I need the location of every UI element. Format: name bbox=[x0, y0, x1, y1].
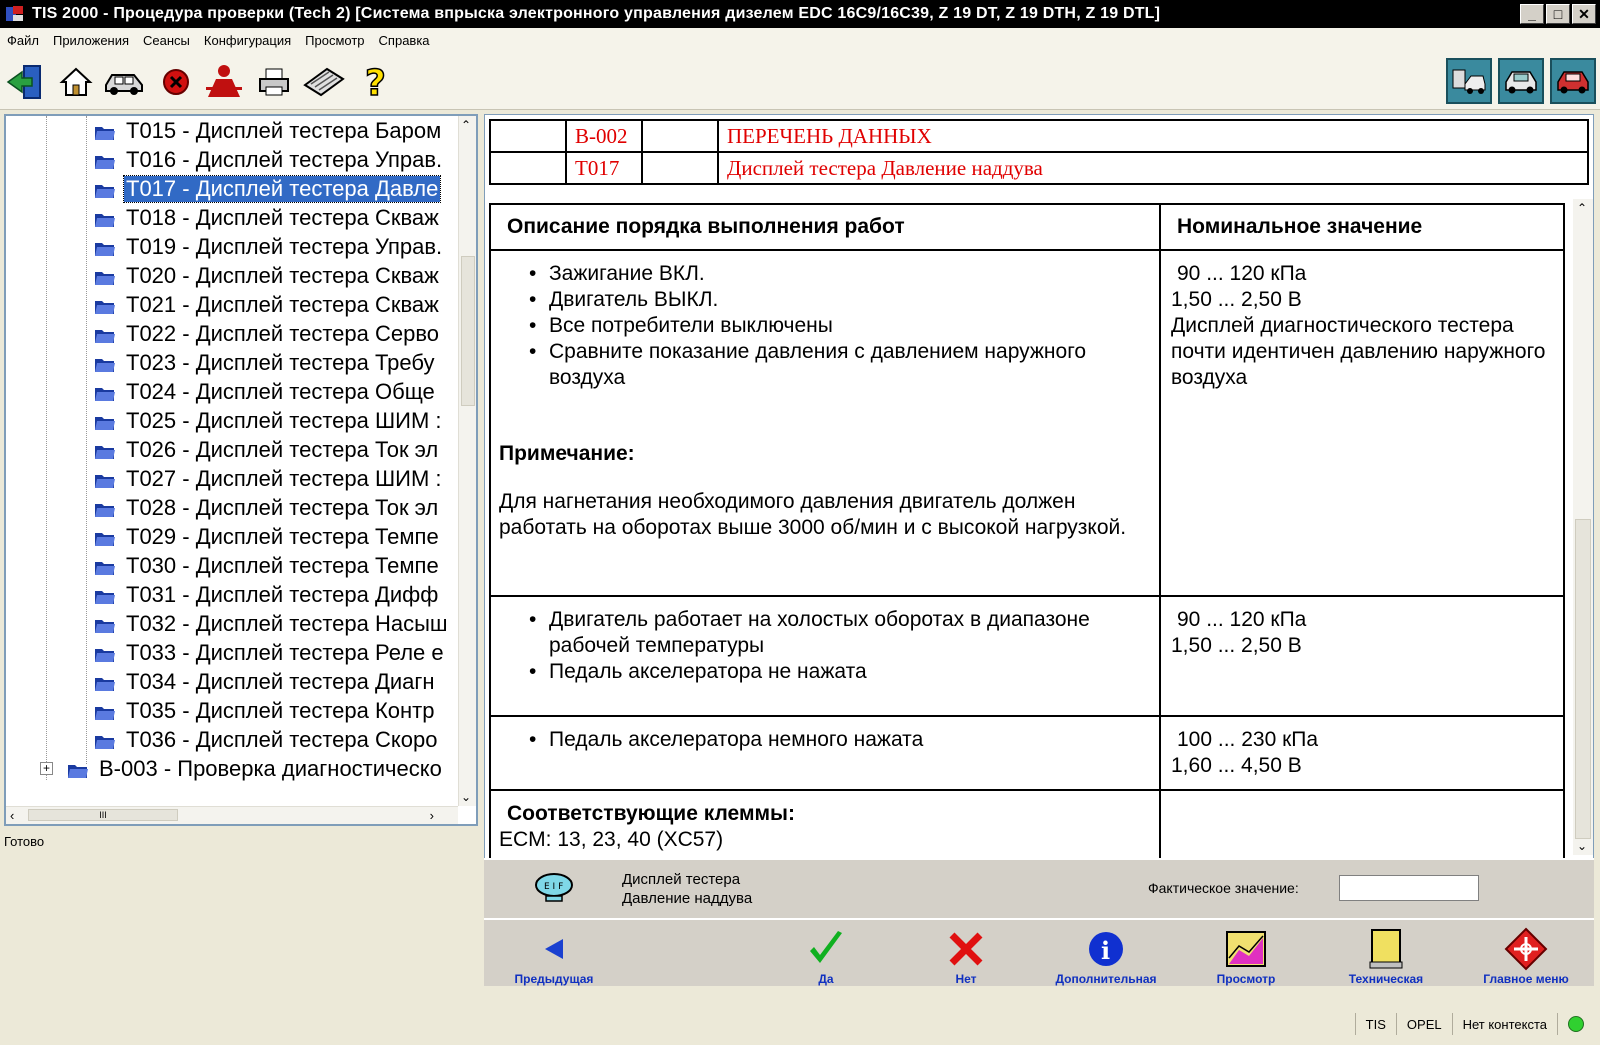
tree-item[interactable]: T034 - Дисплей тестера Диагн bbox=[94, 667, 437, 696]
nominal-value: 1,60 ... 4,50 В bbox=[1171, 754, 1302, 777]
nominal-value: 1,50 ... 2,50 В bbox=[1171, 288, 1302, 311]
terminals-cell bbox=[490, 790, 1160, 864]
document-vertical-scrollbar[interactable] bbox=[1573, 199, 1593, 855]
scroll-down-icon[interactable]: ⌄ bbox=[1577, 839, 1588, 853]
nominal-value: 90 ... 120 кПа bbox=[1177, 262, 1307, 285]
status-context: Нет контекста bbox=[1452, 1013, 1557, 1035]
print-icon[interactable] bbox=[252, 60, 296, 104]
nominal-value: 100 ... 230 кПа bbox=[1177, 728, 1319, 751]
tree-item-parent[interactable]: + B-003 - Проверка диагностическо bbox=[40, 754, 444, 783]
folder-icon bbox=[67, 760, 89, 778]
main-menu-button[interactable]: Главное меню bbox=[1456, 926, 1594, 986]
tree-item[interactable]: T035 - Дисплей тестера Контр bbox=[94, 696, 437, 725]
header-title-2: Дисплей тестера Давление наддува bbox=[718, 152, 1588, 184]
tree-item[interactable]: T031 - Дисплей тестера Дифф bbox=[94, 580, 440, 609]
tree-item[interactable]: T025 - Дисплей тестера ШИМ : bbox=[94, 406, 444, 435]
display-line-1: Дисплей тестера bbox=[622, 871, 741, 888]
terminals-value: ECM: 13, 23, 40 (XC57) bbox=[499, 828, 724, 851]
view-graph-button[interactable]: Просмотр bbox=[1176, 926, 1316, 986]
tree-item[interactable]: T021 - Дисплей тестера Скваж bbox=[94, 290, 441, 319]
tester-display-icon bbox=[532, 870, 576, 909]
svg-text:?: ? bbox=[365, 63, 386, 101]
tree-item[interactable]: T023 - Дисплей тестера Требу bbox=[94, 348, 437, 377]
display-line-2: Давление наддува bbox=[622, 890, 753, 907]
folder-icon bbox=[94, 151, 116, 169]
step-1-description bbox=[490, 250, 1160, 596]
header-empty-cell bbox=[642, 120, 718, 152]
vehicle-red-icon[interactable] bbox=[1550, 58, 1596, 104]
procedure-table bbox=[489, 203, 1565, 865]
folder-icon bbox=[94, 122, 116, 140]
measurement-bar bbox=[484, 858, 1594, 918]
connection-led-icon bbox=[1568, 1016, 1584, 1032]
header-table bbox=[489, 119, 1589, 185]
stop-icon[interactable] bbox=[154, 60, 198, 104]
app-icon bbox=[4, 4, 26, 24]
folder-icon bbox=[94, 586, 116, 604]
step-item: • Педаль акселератора немного нажата bbox=[549, 727, 1151, 753]
svg-text:i: i bbox=[1101, 936, 1111, 965]
terminals-empty-cell bbox=[1160, 790, 1564, 864]
header-title-1: ПЕРЕЧЕНЬ ДАННЫХ bbox=[718, 120, 1588, 152]
expand-icon[interactable]: + bbox=[40, 762, 53, 775]
step-item: • Все потребители выключены bbox=[549, 313, 1151, 339]
tree-item[interactable]: T015 - Дисплей тестера Баром bbox=[94, 116, 443, 145]
diagnostics-icon[interactable] bbox=[1446, 58, 1492, 104]
folder-icon bbox=[94, 731, 116, 749]
window-title: TIS 2000 - Процедура проверки (Tech 2) [Система впрыска электронного управления дизелем EDC 16C9/16C39, Z 19 DT, Z 19 DTH, Z 19 DTL] bbox=[32, 5, 1161, 22]
scroll-up-icon[interactable]: ⌃ bbox=[1577, 201, 1588, 215]
technical-button[interactable]: Техническая bbox=[1316, 926, 1456, 986]
nominal-value: Дисплей диагностического тестера почти идентичен давлению наружного воздуха bbox=[1171, 314, 1546, 389]
tree-item[interactable]: T029 - Дисплей тестера Темпе bbox=[94, 522, 441, 551]
user-icon[interactable] bbox=[202, 60, 246, 104]
tree-item[interactable]: T032 - Дисплей тестера Насыш bbox=[94, 609, 450, 638]
tree-item[interactable]: T020 - Дисплей тестера Скваж bbox=[94, 261, 441, 290]
scroll-thumb[interactable] bbox=[1575, 519, 1591, 839]
col-nominal-header: Номинальное значение bbox=[1160, 204, 1564, 250]
tree-vertical-scrollbar[interactable] bbox=[458, 116, 476, 806]
exit-icon[interactable] bbox=[4, 60, 48, 104]
actual-value-label: Фактическое значение: bbox=[1148, 880, 1299, 896]
tree-line bbox=[86, 116, 87, 764]
tree-item[interactable]: T019 - Дисплей тестера Управ. bbox=[94, 232, 444, 261]
header-empty-cell bbox=[490, 120, 566, 152]
tree-item[interactable]: T028 - Дисплей тестера Ток эл bbox=[94, 493, 440, 522]
scroll-right-icon[interactable]: › bbox=[429, 808, 434, 823]
actual-value-input[interactable] bbox=[1339, 875, 1479, 901]
tree-item[interactable]: T027 - Дисплей тестера ШИМ : bbox=[94, 464, 444, 493]
tree-item[interactable]: T036 - Дисплей тестера Скоро bbox=[94, 725, 439, 754]
menu-bar bbox=[0, 28, 1600, 52]
keyboard-icon[interactable] bbox=[302, 60, 346, 104]
step-item: • Педаль акселератора не нажата bbox=[549, 659, 1151, 685]
step-item: • Двигатель ВЫКЛ. bbox=[549, 287, 1151, 313]
header-code-2: T017 bbox=[566, 152, 642, 184]
folder-icon bbox=[94, 383, 116, 401]
menu-help[interactable]: Справка bbox=[378, 32, 430, 48]
close-button[interactable]: ✕ bbox=[1572, 4, 1596, 24]
tree-item[interactable]: T024 - Дисплей тестера Обще bbox=[94, 377, 437, 406]
minimize-button[interactable]: _ bbox=[1520, 4, 1544, 24]
note-title: Примечание: bbox=[499, 442, 635, 465]
status-bar bbox=[484, 1010, 1594, 1038]
procedure-tree bbox=[4, 114, 478, 826]
menu-file[interactable]: Файл bbox=[7, 32, 39, 48]
x-icon bbox=[952, 935, 980, 963]
status-ready: Готово bbox=[4, 834, 45, 849]
folder-icon bbox=[94, 557, 116, 575]
home-icon[interactable] bbox=[54, 60, 98, 104]
tree-item[interactable]: T018 - Дисплей тестера Скваж bbox=[94, 203, 441, 232]
folder-icon bbox=[94, 238, 116, 256]
step-2-description bbox=[490, 596, 1160, 716]
folder-icon bbox=[94, 528, 116, 546]
navigation-bar bbox=[484, 918, 1594, 986]
folder-icon bbox=[94, 441, 116, 459]
tree-item[interactable]: T030 - Дисплей тестера Темпе bbox=[94, 551, 441, 580]
folder-icon bbox=[94, 267, 116, 285]
menu-configuration[interactable]: Конфигурация bbox=[203, 32, 292, 48]
folder-icon bbox=[94, 180, 116, 198]
step-2-nominal bbox=[1160, 596, 1564, 716]
checkmark-icon bbox=[810, 931, 842, 963]
folder-icon bbox=[94, 325, 116, 343]
tree-item[interactable]: T016 - Дисплей тестера Управ. bbox=[94, 145, 444, 174]
terminals-title: Соответствующие клеммы: bbox=[507, 802, 795, 825]
scroll-left-icon[interactable]: ‹ bbox=[10, 808, 15, 823]
status-led bbox=[1557, 1013, 1594, 1035]
folder-icon bbox=[94, 209, 116, 227]
nominal-value: 1,50 ... 2,50 В bbox=[1171, 634, 1302, 657]
step-3-description bbox=[490, 716, 1160, 790]
tree-line bbox=[46, 116, 47, 780]
folder-icon bbox=[94, 412, 116, 430]
status-tis: TIS bbox=[1355, 1013, 1396, 1035]
maximize-button[interactable]: □ bbox=[1546, 4, 1570, 24]
step-item: • Двигатель работает на холостых оборотах в диапазоне рабочей температуры bbox=[549, 607, 1151, 659]
help-icon[interactable] bbox=[354, 60, 398, 104]
arrow-left-icon bbox=[545, 939, 563, 959]
menu-view[interactable]: Просмотр bbox=[305, 32, 365, 48]
col-description-header: Описание порядка выполнения работ bbox=[490, 204, 1160, 250]
folder-icon bbox=[94, 673, 116, 691]
tree-item[interactable]: T033 - Дисплей тестера Реле е bbox=[94, 638, 446, 667]
tree-item-selected[interactable]: T017 - Дисплей тестера Давле bbox=[94, 174, 440, 203]
status-brand: OPEL bbox=[1396, 1013, 1452, 1035]
note-text: Для нагнетания необходимого давления двигатель должен работать на оборотах выше 3000 об/мин и с высокой нагрузкой. bbox=[499, 490, 1127, 539]
header-code-1: B-002 bbox=[566, 120, 642, 152]
folder-icon bbox=[94, 499, 116, 517]
scroll-thumb[interactable] bbox=[461, 256, 475, 406]
step-item: • Сравните показание давления с давлением наружного воздуха bbox=[549, 339, 1151, 391]
header-empty-cell bbox=[642, 152, 718, 184]
toolbar bbox=[0, 52, 1600, 110]
menu-sessions[interactable]: Сеансы bbox=[143, 32, 190, 48]
header-empty-cell bbox=[490, 152, 566, 184]
folder-icon bbox=[94, 702, 116, 720]
document-icon bbox=[1370, 962, 1402, 968]
tree-item[interactable]: T026 - Дисплей тестера Ток эл bbox=[94, 435, 440, 464]
svg-text:E I F: E I F bbox=[544, 882, 564, 892]
folder-icon bbox=[94, 354, 116, 372]
step-1-nominal bbox=[1160, 250, 1564, 596]
previous-button[interactable]: Предыдущая bbox=[484, 926, 624, 986]
step-item: • Зажигание ВКЛ. bbox=[549, 261, 1151, 287]
folder-icon bbox=[94, 615, 116, 633]
folder-icon bbox=[94, 644, 116, 662]
document-pane bbox=[484, 114, 1594, 879]
menu-applications[interactable]: Приложения bbox=[52, 32, 130, 48]
yes-button[interactable]: Да bbox=[756, 926, 896, 986]
tree-item[interactable]: T022 - Дисплей тестера Серво bbox=[94, 319, 441, 348]
nominal-value: 90 ... 120 кПа bbox=[1177, 608, 1307, 631]
title-bar bbox=[0, 0, 1600, 28]
additional-info-button[interactable]: i Дополнительная bbox=[1036, 926, 1176, 986]
folder-icon bbox=[94, 296, 116, 314]
vehicle-icon[interactable] bbox=[102, 60, 146, 104]
step-3-nominal bbox=[1160, 716, 1564, 790]
scroll-up-icon[interactable]: ⌃ bbox=[461, 118, 472, 132]
hscroll-thumb[interactable]: III bbox=[28, 809, 178, 821]
folder-icon bbox=[94, 470, 116, 488]
scroll-down-icon[interactable]: ⌄ bbox=[461, 790, 472, 804]
no-button[interactable]: Нет bbox=[896, 926, 1036, 986]
tree-horizontal-scrollbar[interactable] bbox=[6, 806, 458, 824]
vehicle-service-icon[interactable] bbox=[1498, 58, 1544, 104]
